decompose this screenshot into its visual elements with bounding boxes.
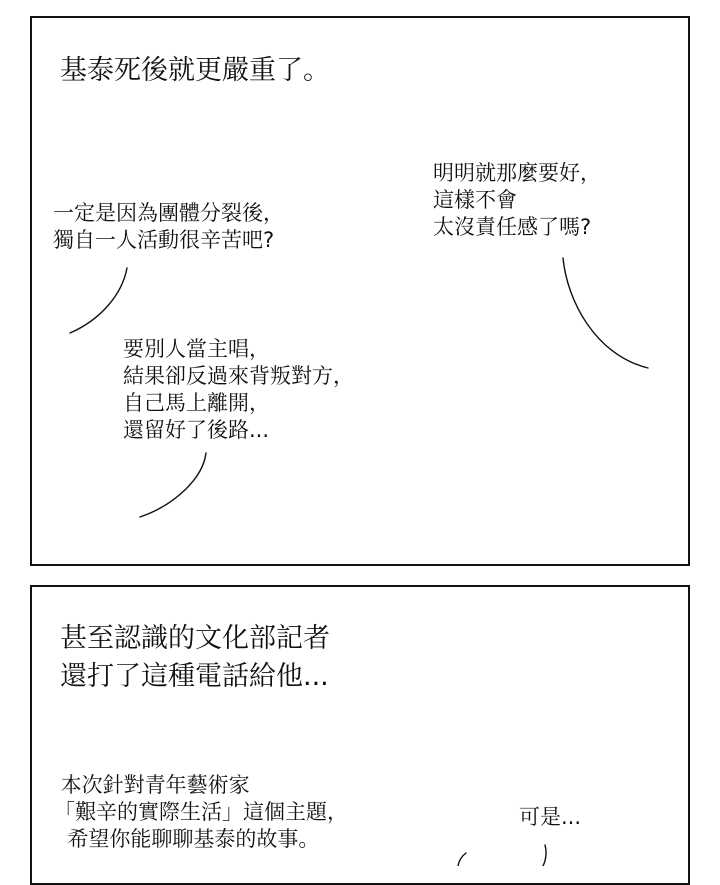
comic-panel-1 (30, 16, 690, 566)
panel2-speech-right: 可是... (519, 805, 582, 829)
panel1-speech-right: 明明就那麼要好， 這樣不會 太沒責任感了嗎? (433, 161, 601, 239)
panel1-speech-bottom: 要別人當主唱， 結果卻反過來背叛對方， 自己馬上離開， 還留好了後路... (123, 337, 354, 442)
panel1-speech-left: 一定是因為團體分裂後， 獨自一人活動很辛苦吧? (53, 201, 284, 252)
panel2-speech-left: 本次針對青年藝術家 「艱辛的實際生活」這個主題， 希望你能聊聊基泰的故事。 (54, 773, 348, 851)
panel2-caption: 甚至認識的文化部記者 還打了這種電話給他... (60, 623, 330, 692)
panel1-caption: 基泰死後就更嚴重了。 (60, 55, 330, 86)
